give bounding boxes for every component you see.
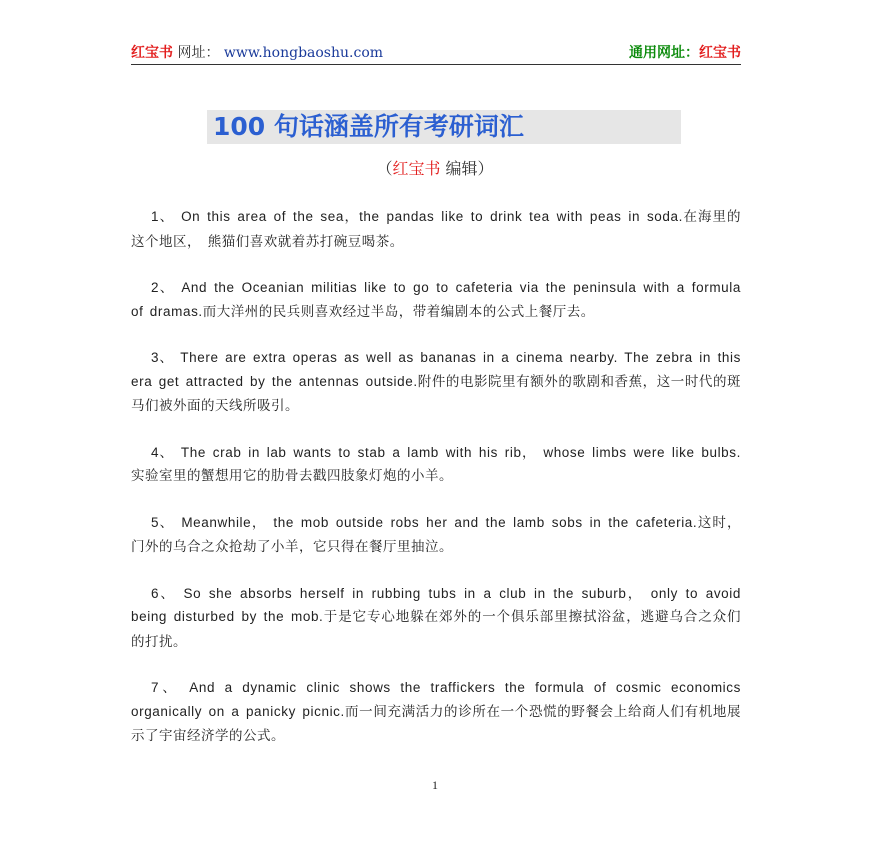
sentence-number: 2、 [151,280,175,295]
sentence-item [131,276,741,324]
sentence-number: 3、 [151,350,174,365]
header-common-label: 通用网址： [629,45,699,61]
header-right [629,42,741,62]
sentence-number: 5、 [151,514,175,530]
subtitle-open: （ [376,159,393,178]
subtitle-brand: 红宝书 [392,159,441,178]
header-left [131,42,383,62]
sentence-number: 6、 [151,585,176,601]
sentence-english: And a dynamic clinic shows the traffickers the formula of cosmic economics organically on a panicky picnic. [131,680,741,719]
page-header [131,40,741,65]
sentence-chinese: 实验室里的蟹想用它的肋骨去戳四肢象灯炮的小羊。 [131,468,453,484]
sentence-item [131,676,741,749]
sentence-item [131,346,741,419]
page-number: 1 [432,778,438,792]
document-title-box [207,110,681,144]
sentence-english: The crab in lab wants to stab a lamb with his rib， whose limbs were like bulbs. [180,444,741,460]
sentence-chinese: 于是它专心地躲在郊外的一个俱乐部里擦拭浴盆，逃避乌合之众们的打扰。 [131,609,741,650]
document-subtitle [0,156,870,179]
sentence-chinese: 附件的电影院里有额外的歌剧和香蕉，这一时代的斑马们被外面的天线所吸引。 [131,373,742,414]
sentence-item [131,582,741,655]
sentence-chinese: 在海里的这个地区， 熊猫们喜欢就着苏打碗豆喝茶。 [131,209,741,250]
header-url-link[interactable]: www.hongbaoshu.com [223,45,384,61]
sentence-number: 7、 [151,680,180,695]
sentence-item [131,511,741,560]
sentence-english: And the Oceanian militias like to go to cafeteria via the peninsula with a formula of dramas. [131,280,741,319]
sentence-english: Meanwhile， the mob outside robs her and the lamb sobs in the cafeteria. [181,514,698,530]
sentence-item [131,441,741,489]
sentence-english: There are extra operas as well as bananas in a cinema nearby. The zebra in this era get attracted by the antennas outside. [131,350,741,389]
sentence-english: On this area of the sea，the pandas like to drink tea with peas in soda. [181,209,683,224]
sentence-item [131,205,741,254]
subtitle-rest: 编辑） [440,159,494,178]
sentence-chinese: 这时，门外的乌合之众抢劫了小羊，它只得在餐厅里抽泣。 [131,514,741,555]
document-title: 100 句话涵盖所有考研词汇 [213,112,524,141]
header-common-value: 红宝书 [699,45,741,61]
sentence-chinese: 而一间充满活力的诊所在一个恐慌的野餐会上给商人们有机地展示了宇宙经济学的公式。 [131,703,741,744]
sentence-number: 4、 [151,444,175,460]
sentence-list [131,205,741,771]
sentence-number: 1、 [151,209,175,224]
sentence-english: So she absorbs herself in rubbing tubs in a club in the suburb， only to avoid being disturbed by the mob. [131,585,741,624]
sentence-chinese: 而大洋州的民兵则喜欢经过半岛，带着编剧本的公式上餐厅去。 [202,303,595,320]
header-brand: 红宝书 [131,45,173,61]
header-site-label: 网址： [177,45,220,61]
